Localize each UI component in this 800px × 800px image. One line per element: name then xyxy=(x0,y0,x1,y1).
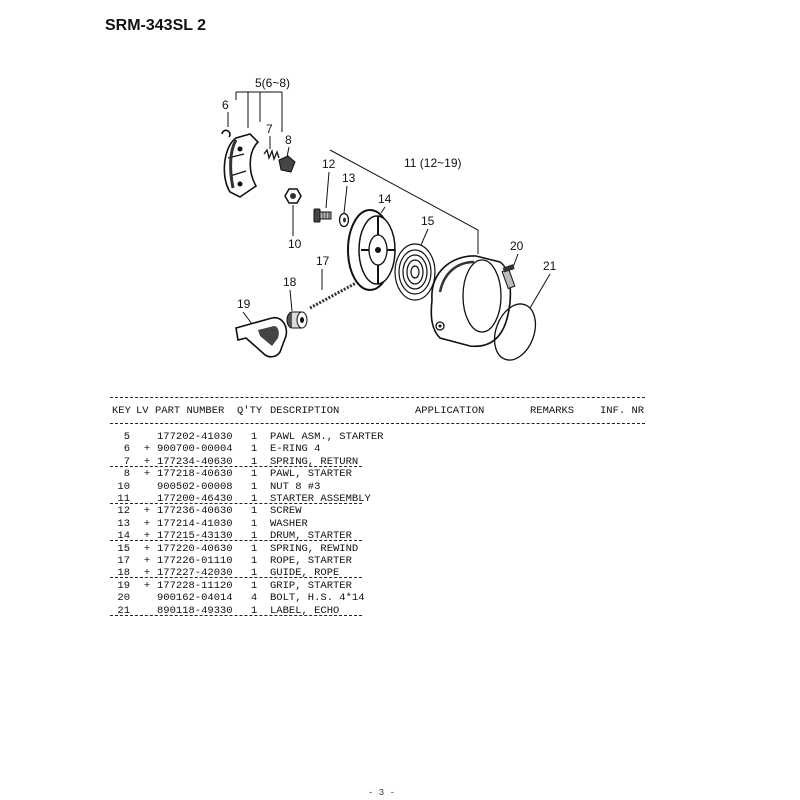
row-description: WASHER xyxy=(270,517,308,530)
table-row xyxy=(0,530,800,542)
starter-case xyxy=(431,256,510,346)
row-description: GRIP, STARTER xyxy=(270,579,352,592)
starter-grip xyxy=(236,318,286,357)
row-quantity: 1 xyxy=(250,443,258,456)
leader-14 xyxy=(381,207,385,213)
callout-8: 8 xyxy=(285,133,292,147)
table-row xyxy=(0,543,800,555)
callout-15: 15 xyxy=(421,214,435,228)
row-quantity: 1 xyxy=(250,555,258,567)
row-key: 11 xyxy=(117,493,130,505)
table-row xyxy=(0,592,800,604)
row-description: STARTER ASSEMBLY xyxy=(270,493,371,505)
row-quantity: 1 xyxy=(250,468,258,481)
callout-12: 12 xyxy=(322,157,336,171)
row-description: GUIDE, ROPE xyxy=(270,567,340,580)
row-part-number: 890118-49330 xyxy=(157,604,233,617)
row-key: 18 xyxy=(117,567,130,580)
col-header-part: PART NUMBER xyxy=(155,405,225,417)
row-description: NUT 8 #3 xyxy=(270,480,321,493)
rope-guide xyxy=(287,312,307,328)
col-header-inf: INF. NR xyxy=(600,405,645,417)
row-level: + xyxy=(143,579,151,592)
row-description: PAWL, STARTER xyxy=(270,468,352,481)
leader-13 xyxy=(344,186,347,213)
row-description: PAWL ASM., STARTER xyxy=(270,431,384,443)
row-part-number: 177236-40630 xyxy=(157,505,233,518)
row-key: 13 xyxy=(117,517,130,530)
row-quantity: 1 xyxy=(250,579,258,592)
row-part-number: 177202-41030 xyxy=(157,431,233,443)
row-part-number: 900162-04014 xyxy=(157,592,233,605)
washer xyxy=(340,214,349,227)
header-rule-top xyxy=(110,397,645,398)
row-key: 17 xyxy=(117,555,130,567)
callout-18: 18 xyxy=(283,275,297,289)
row-description: SPRING, RETURN xyxy=(270,455,359,468)
callout-7: 7 xyxy=(266,122,273,136)
callout-19: 19 xyxy=(237,297,251,311)
table-row xyxy=(0,456,800,468)
row-quantity: 1 xyxy=(250,530,258,543)
row-key: 14 xyxy=(117,530,130,543)
row-level: + xyxy=(143,567,151,580)
callout-14: 14 xyxy=(378,192,392,206)
row-key: 19 xyxy=(117,579,130,592)
row-level: + xyxy=(143,542,151,555)
table-row xyxy=(0,605,800,617)
table-row xyxy=(0,443,800,455)
table-row xyxy=(0,481,800,493)
leader-12 xyxy=(326,172,329,208)
starter-rope xyxy=(310,283,356,308)
table-row xyxy=(0,493,800,505)
row-description: SCREW xyxy=(270,505,302,518)
table-row xyxy=(0,567,800,579)
row-description: E-RING 4 xyxy=(270,443,321,456)
page-title: SRM-343SL 2 xyxy=(105,17,207,34)
nut xyxy=(285,189,301,203)
row-description: LABEL, ECHO xyxy=(270,604,340,617)
callout-5: 5(6~8) xyxy=(255,76,291,90)
starter-drum xyxy=(348,210,395,290)
col-header-key: KEY xyxy=(112,405,131,417)
row-key: 15 xyxy=(117,542,130,555)
row-quantity: 1 xyxy=(250,517,258,530)
leader-19 xyxy=(243,312,252,324)
table-row xyxy=(0,518,800,530)
row-description: BOLT, H.S. 4*14 xyxy=(270,592,365,605)
col-header-remarks: REMARKS xyxy=(530,405,575,417)
row-part-number: 177215-43130 xyxy=(157,530,233,543)
row-quantity: 1 xyxy=(250,493,258,505)
row-quantity: 1 xyxy=(250,505,258,518)
row-quantity: 1 xyxy=(250,604,258,617)
row-quantity: 1 xyxy=(250,455,258,468)
row-description: SPRING, REWIND xyxy=(270,542,359,555)
bracket-5 xyxy=(236,92,282,132)
e-ring xyxy=(222,130,230,137)
pawl-assembly xyxy=(224,134,258,197)
header-rule-bottom xyxy=(110,423,645,424)
table-row xyxy=(0,555,800,567)
row-part-number: 177227-42030 xyxy=(157,567,233,580)
leader-18 xyxy=(290,290,292,311)
callout-20: 20 xyxy=(510,239,524,253)
row-part-number: 900502-00008 xyxy=(157,480,233,493)
row-level: + xyxy=(143,505,151,518)
row-level: + xyxy=(143,443,151,456)
leader-21 xyxy=(530,274,550,308)
row-key: 20 xyxy=(117,592,130,605)
row-key: 8 xyxy=(123,468,130,481)
row-description: DRUM, STARTER xyxy=(270,530,352,543)
table-row xyxy=(0,580,800,592)
row-part-number: 177214-41030 xyxy=(157,517,233,530)
row-key: 5 xyxy=(123,431,130,443)
return-spring xyxy=(264,150,279,159)
row-part-number: 177228-11120 xyxy=(157,579,233,592)
row-quantity: 1 xyxy=(250,480,258,493)
row-quantity: 1 xyxy=(250,431,258,443)
table-row xyxy=(0,505,800,517)
pawl xyxy=(279,156,295,172)
row-level: + xyxy=(143,530,151,543)
row-level: + xyxy=(143,468,151,481)
callout-17: 17 xyxy=(316,254,330,268)
rewind-spring xyxy=(395,244,435,300)
row-key: 21 xyxy=(117,604,130,617)
callout-21: 21 xyxy=(543,259,557,273)
callout-10: 10 xyxy=(288,237,302,251)
row-part-number: 177234-40630 xyxy=(157,455,233,468)
row-level: + xyxy=(143,455,151,468)
row-part-number: 177226-01110 xyxy=(157,555,233,567)
row-key: 6 xyxy=(123,443,130,456)
leader-15 xyxy=(421,229,428,245)
row-key: 12 xyxy=(117,505,130,518)
row-part-number: 177218-40630 xyxy=(157,468,233,481)
col-header-level: LV xyxy=(136,405,149,417)
row-description: ROPE, STARTER xyxy=(270,555,352,567)
col-header-desc: DESCRIPTION xyxy=(270,405,340,417)
row-quantity: 1 xyxy=(250,567,258,580)
table-row xyxy=(0,468,800,480)
col-header-qty: Q'TY xyxy=(237,405,263,417)
row-key: 7 xyxy=(123,455,130,468)
row-quantity: 4 xyxy=(250,592,258,605)
screw xyxy=(314,209,331,222)
col-header-app: APPLICATION xyxy=(415,405,485,417)
row-key: 10 xyxy=(117,480,130,493)
row-level: + xyxy=(143,555,151,567)
table-row xyxy=(0,431,800,443)
row-part-number: 177220-40630 xyxy=(157,542,233,555)
callout-13: 13 xyxy=(342,171,356,185)
callout-6: 6 xyxy=(222,98,229,112)
page-number: - 3 - xyxy=(368,788,396,798)
row-part-number: 177200-46430 xyxy=(157,493,233,505)
callout-11: 11 (12~19) xyxy=(404,156,462,170)
row-level: + xyxy=(143,517,151,530)
row-part-number: 900700-00004 xyxy=(157,443,233,456)
row-quantity: 1 xyxy=(250,542,258,555)
